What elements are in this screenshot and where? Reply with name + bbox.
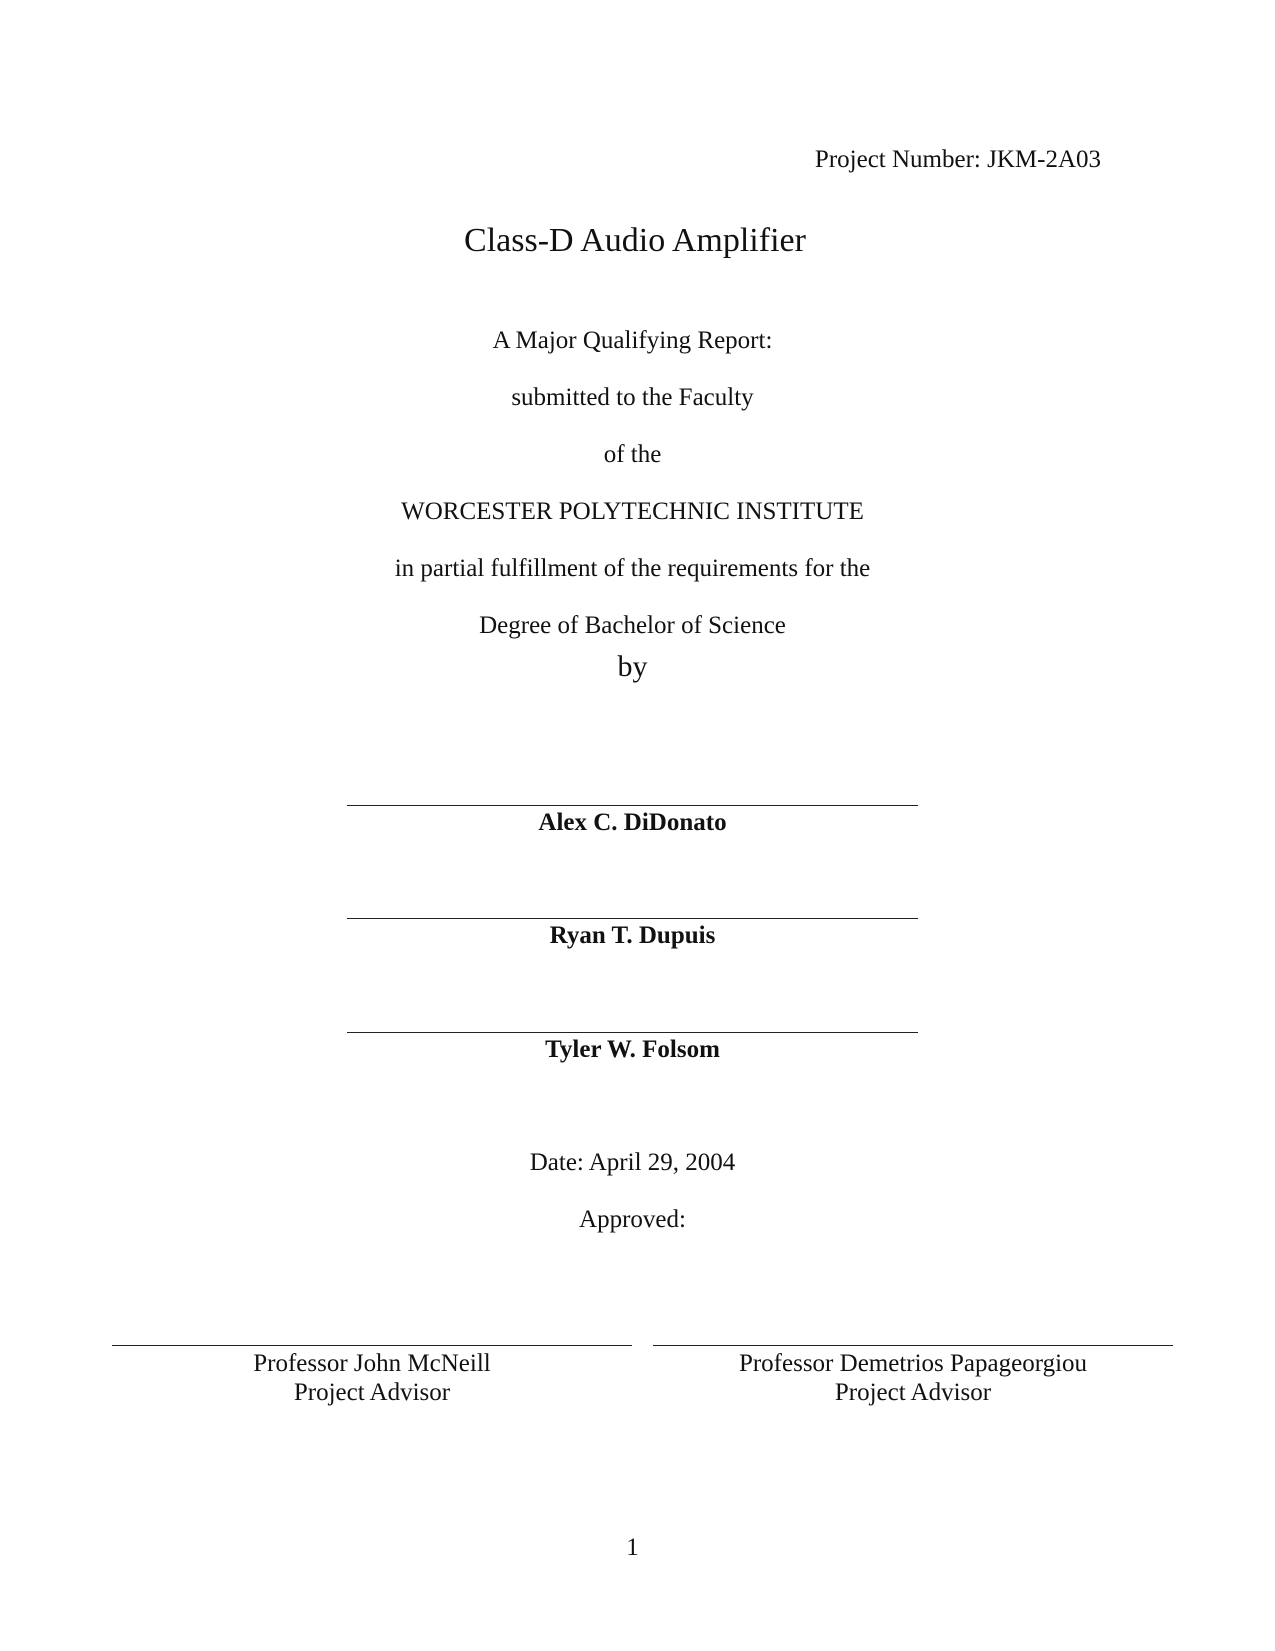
advisor-signature-block xyxy=(112,1345,632,1407)
by-label: by xyxy=(617,650,648,683)
signature-line xyxy=(347,805,918,806)
subtitle-line-degree: Degree of Bachelor of Science xyxy=(479,612,786,639)
advisor-name: Professor Demetrios Papageorgiou xyxy=(738,1350,1088,1377)
advisor-role: Project Advisor xyxy=(293,1379,451,1406)
subtitle-line-institute: WORCESTER POLYTECHNIC INSTITUTE xyxy=(401,498,864,525)
report-title: Class-D Audio Amplifier xyxy=(464,222,806,259)
signature-line xyxy=(653,1345,1173,1346)
author-name: Alex C. DiDonato xyxy=(538,809,727,836)
author-signature-block xyxy=(347,1032,918,1064)
signature-line xyxy=(347,1032,918,1033)
subtitle-line-of-the: of the xyxy=(603,441,662,468)
author-name: Ryan T. Dupuis xyxy=(549,922,716,949)
advisor-role: Project Advisor xyxy=(834,1379,992,1406)
advisor-name: Professor John McNeill xyxy=(253,1350,491,1377)
signature-line xyxy=(112,1345,632,1346)
project-number: Project Number: JKM-2A03 xyxy=(814,146,1101,173)
report-date: Date: April 29, 2004 xyxy=(529,1149,736,1176)
advisor-signature-block xyxy=(653,1345,1173,1407)
page-number: 1 xyxy=(626,1534,639,1561)
author-signature-block xyxy=(347,805,918,837)
approved-label: Approved: xyxy=(579,1206,686,1233)
author-name: Tyler W. Folsom xyxy=(545,1036,720,1063)
signature-line xyxy=(347,918,918,919)
subtitle-line-report-type: A Major Qualifying Report: xyxy=(492,327,773,354)
subtitle-line-fulfillment: in partial fulfillment of the requirements for the xyxy=(394,555,871,582)
subtitle-line-submitted: submitted to the Faculty xyxy=(511,384,754,411)
author-signature-block xyxy=(347,918,918,950)
